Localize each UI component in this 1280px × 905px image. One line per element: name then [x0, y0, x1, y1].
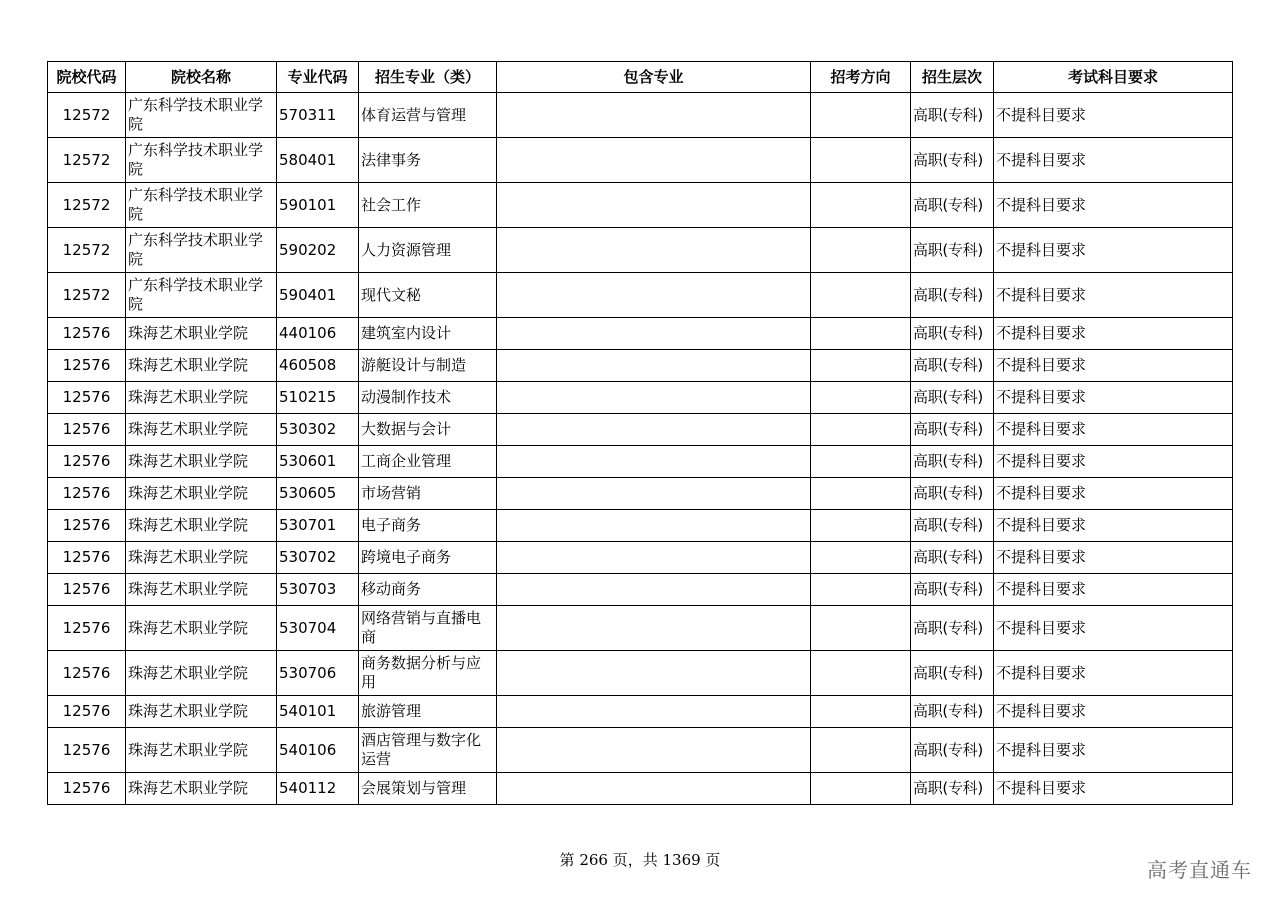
included-majors-cell [497, 542, 811, 574]
included-majors-cell [497, 651, 811, 696]
admissions-table [47, 61, 1233, 805]
table-row [48, 414, 1233, 446]
level-cell: 高职(专科) [911, 382, 994, 414]
school-code-cell: 12576 [48, 728, 126, 773]
direction-cell [811, 574, 911, 606]
level-cell: 高职(专科) [911, 728, 994, 773]
included-majors-cell [497, 228, 811, 273]
requirement-cell: 不提科目要求 [994, 138, 1233, 183]
table-row [48, 138, 1233, 183]
table-row [48, 350, 1233, 382]
major-cell: 大数据与会计 [359, 414, 497, 446]
school-code-cell: 12576 [48, 446, 126, 478]
direction-cell [811, 696, 911, 728]
school-code-cell: 12572 [48, 228, 126, 273]
direction-cell [811, 606, 911, 651]
page-number: 第 266 页，共 1369 页 [559, 851, 721, 869]
requirement-cell: 不提科目要求 [994, 542, 1233, 574]
school-code-cell: 12576 [48, 542, 126, 574]
major-code-cell: 540101 [277, 696, 359, 728]
included-majors-cell [497, 728, 811, 773]
header-level: 招生层次 [911, 62, 994, 93]
watermark-text: 高考直通车 [1147, 858, 1252, 882]
school-name-cell: 珠海艺术职业学院 [126, 414, 277, 446]
major-cell: 市场营销 [359, 478, 497, 510]
major-code-cell: 530703 [277, 574, 359, 606]
included-majors-cell [497, 574, 811, 606]
level-cell: 高职(专科) [911, 606, 994, 651]
major-code-cell: 530302 [277, 414, 359, 446]
requirement-cell: 不提科目要求 [994, 273, 1233, 318]
school-name-cell: 珠海艺术职业学院 [126, 728, 277, 773]
table-row [48, 696, 1233, 728]
requirement-cell: 不提科目要求 [994, 651, 1233, 696]
direction-cell [811, 350, 911, 382]
school-code-cell: 12576 [48, 773, 126, 805]
included-majors-cell [497, 183, 811, 228]
school-name-cell: 珠海艺术职业学院 [126, 382, 277, 414]
school-name-cell: 珠海艺术职业学院 [126, 773, 277, 805]
major-cell: 工商企业管理 [359, 446, 497, 478]
major-cell: 电子商务 [359, 510, 497, 542]
requirement-cell: 不提科目要求 [994, 606, 1233, 651]
major-code-cell: 530704 [277, 606, 359, 651]
major-code-cell: 540106 [277, 728, 359, 773]
school-name-cell: 广东科学技术职业学院 [126, 93, 277, 138]
level-cell: 高职(专科) [911, 510, 994, 542]
requirement-cell: 不提科目要求 [994, 183, 1233, 228]
table-row [48, 228, 1233, 273]
major-cell: 动漫制作技术 [359, 382, 497, 414]
table-row [48, 183, 1233, 228]
major-code-cell: 590101 [277, 183, 359, 228]
requirement-cell: 不提科目要求 [994, 350, 1233, 382]
level-cell: 高职(专科) [911, 446, 994, 478]
included-majors-cell [497, 478, 811, 510]
requirement-cell: 不提科目要求 [994, 773, 1233, 805]
level-cell: 高职(专科) [911, 696, 994, 728]
major-code-cell: 530605 [277, 478, 359, 510]
header-school-name: 院校名称 [126, 62, 277, 93]
major-code-cell: 540112 [277, 773, 359, 805]
school-code-cell: 12572 [48, 273, 126, 318]
school-name-cell: 珠海艺术职业学院 [126, 574, 277, 606]
requirement-cell: 不提科目要求 [994, 696, 1233, 728]
included-majors-cell [497, 382, 811, 414]
included-majors-cell [497, 606, 811, 651]
direction-cell [811, 478, 911, 510]
school-name-cell: 珠海艺术职业学院 [126, 510, 277, 542]
requirement-cell: 不提科目要求 [994, 414, 1233, 446]
school-name-cell: 珠海艺术职业学院 [126, 542, 277, 574]
school-name-cell: 珠海艺术职业学院 [126, 318, 277, 350]
direction-cell [811, 382, 911, 414]
level-cell: 高职(专科) [911, 651, 994, 696]
requirement-cell: 不提科目要求 [994, 228, 1233, 273]
school-code-cell: 12576 [48, 414, 126, 446]
school-name-cell: 珠海艺术职业学院 [126, 651, 277, 696]
school-code-cell: 12576 [48, 574, 126, 606]
major-cell: 商务数据分析与应用 [359, 651, 497, 696]
major-code-cell: 570311 [277, 93, 359, 138]
major-cell: 体育运营与管理 [359, 93, 497, 138]
school-code-cell: 12572 [48, 138, 126, 183]
level-cell: 高职(专科) [911, 350, 994, 382]
major-cell: 社会工作 [359, 183, 497, 228]
major-cell: 旅游管理 [359, 696, 497, 728]
requirement-cell: 不提科目要求 [994, 446, 1233, 478]
table-row [48, 728, 1233, 773]
requirement-cell: 不提科目要求 [994, 574, 1233, 606]
table-row [48, 93, 1233, 138]
included-majors-cell [497, 273, 811, 318]
major-code-cell: 440106 [277, 318, 359, 350]
included-majors-cell [497, 510, 811, 542]
level-cell: 高职(专科) [911, 414, 994, 446]
header-included-majors: 包含专业 [497, 62, 811, 93]
school-name-cell: 珠海艺术职业学院 [126, 446, 277, 478]
major-cell: 现代文秘 [359, 273, 497, 318]
included-majors-cell [497, 696, 811, 728]
table-row [48, 773, 1233, 805]
header-direction: 招考方向 [811, 62, 911, 93]
requirement-cell: 不提科目要求 [994, 318, 1233, 350]
school-name-cell: 广东科学技术职业学院 [126, 138, 277, 183]
requirement-cell: 不提科目要求 [994, 382, 1233, 414]
school-code-cell: 12576 [48, 696, 126, 728]
school-name-cell: 广东科学技术职业学院 [126, 273, 277, 318]
school-name-cell: 珠海艺术职业学院 [126, 478, 277, 510]
major-code-cell: 530701 [277, 510, 359, 542]
included-majors-cell [497, 414, 811, 446]
direction-cell [811, 93, 911, 138]
major-cell: 建筑室内设计 [359, 318, 497, 350]
header-requirement: 考试科目要求 [994, 62, 1233, 93]
level-cell: 高职(专科) [911, 542, 994, 574]
table-row [48, 318, 1233, 350]
header-major: 招生专业（类） [359, 62, 497, 93]
level-cell: 高职(专科) [911, 183, 994, 228]
table-row [48, 606, 1233, 651]
major-code-cell: 510215 [277, 382, 359, 414]
included-majors-cell [497, 138, 811, 183]
level-cell: 高职(专科) [911, 228, 994, 273]
requirement-cell: 不提科目要求 [994, 478, 1233, 510]
major-cell: 酒店管理与数字化运营 [359, 728, 497, 773]
table-row [48, 510, 1233, 542]
direction-cell [811, 318, 911, 350]
major-cell: 游艇设计与制造 [359, 350, 497, 382]
school-code-cell: 12572 [48, 183, 126, 228]
major-cell: 会展策划与管理 [359, 773, 497, 805]
school-code-cell: 12576 [48, 382, 126, 414]
major-code-cell: 530706 [277, 651, 359, 696]
major-cell: 人力资源管理 [359, 228, 497, 273]
level-cell: 高职(专科) [911, 138, 994, 183]
requirement-cell: 不提科目要求 [994, 93, 1233, 138]
school-code-cell: 12576 [48, 651, 126, 696]
school-code-cell: 12576 [48, 350, 126, 382]
table-row [48, 273, 1233, 318]
table-row [48, 478, 1233, 510]
school-code-cell: 12576 [48, 606, 126, 651]
major-cell: 移动商务 [359, 574, 497, 606]
direction-cell [811, 651, 911, 696]
direction-cell [811, 728, 911, 773]
header-major-code: 专业代码 [277, 62, 359, 93]
school-code-cell: 12576 [48, 478, 126, 510]
major-code-cell: 530601 [277, 446, 359, 478]
level-cell: 高职(专科) [911, 478, 994, 510]
school-name-cell: 广东科学技术职业学院 [126, 228, 277, 273]
school-name-cell: 珠海艺术职业学院 [126, 350, 277, 382]
major-code-cell: 580401 [277, 138, 359, 183]
requirement-cell: 不提科目要求 [994, 510, 1233, 542]
direction-cell [811, 138, 911, 183]
level-cell: 高职(专科) [911, 574, 994, 606]
level-cell: 高职(专科) [911, 318, 994, 350]
included-majors-cell [497, 318, 811, 350]
level-cell: 高职(专科) [911, 773, 994, 805]
table-header-row [48, 62, 1233, 93]
direction-cell [811, 446, 911, 478]
direction-cell [811, 228, 911, 273]
direction-cell [811, 510, 911, 542]
school-code-cell: 12572 [48, 93, 126, 138]
included-majors-cell [497, 93, 811, 138]
included-majors-cell [497, 773, 811, 805]
school-code-cell: 12576 [48, 510, 126, 542]
school-name-cell: 珠海艺术职业学院 [126, 606, 277, 651]
major-code-cell: 460508 [277, 350, 359, 382]
level-cell: 高职(专科) [911, 273, 994, 318]
major-code-cell: 590401 [277, 273, 359, 318]
major-cell: 网络营销与直播电商 [359, 606, 497, 651]
school-name-cell: 广东科学技术职业学院 [126, 183, 277, 228]
direction-cell [811, 773, 911, 805]
included-majors-cell [497, 350, 811, 382]
level-cell: 高职(专科) [911, 93, 994, 138]
major-cell: 跨境电子商务 [359, 542, 497, 574]
table-row [48, 382, 1233, 414]
table-row [48, 446, 1233, 478]
table-row [48, 542, 1233, 574]
table-row [48, 574, 1233, 606]
table-row [48, 651, 1233, 696]
requirement-cell: 不提科目要求 [994, 728, 1233, 773]
direction-cell [811, 542, 911, 574]
major-cell: 法律事务 [359, 138, 497, 183]
direction-cell [811, 183, 911, 228]
school-code-cell: 12576 [48, 318, 126, 350]
direction-cell [811, 414, 911, 446]
header-school-code: 院校代码 [48, 62, 126, 93]
major-code-cell: 530702 [277, 542, 359, 574]
included-majors-cell [497, 446, 811, 478]
direction-cell [811, 273, 911, 318]
major-code-cell: 590202 [277, 228, 359, 273]
school-name-cell: 珠海艺术职业学院 [126, 696, 277, 728]
